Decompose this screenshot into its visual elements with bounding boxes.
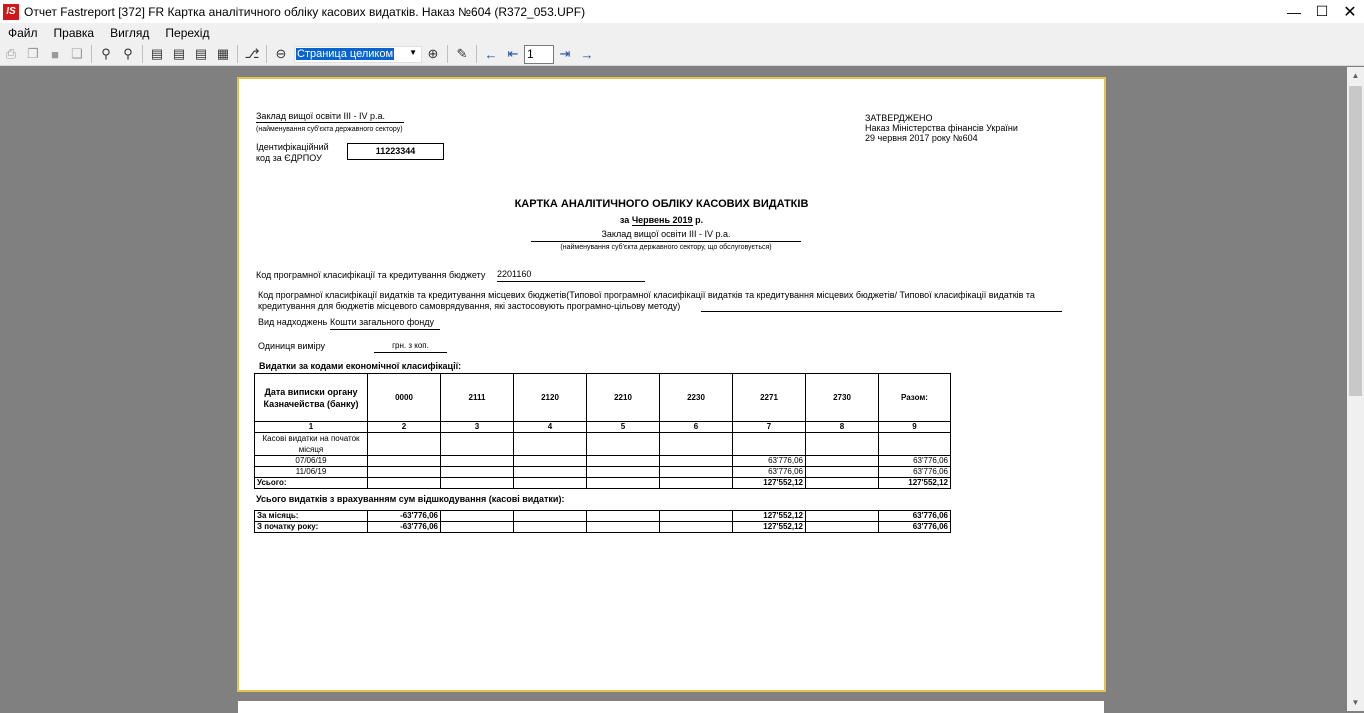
header-date: Дата виписки органу Казначейства (банку) (255, 374, 368, 422)
toolbar-separator (142, 45, 143, 63)
find-next-icon[interactable]: ⚲ (123, 46, 133, 61)
table-cell: 63'776,06 (879, 522, 951, 533)
table-cell (441, 511, 514, 522)
page-number-input[interactable]: 1 (524, 45, 554, 64)
table-cell (441, 522, 514, 533)
table-cell (879, 433, 951, 456)
table-cell (514, 522, 587, 533)
menu-view[interactable]: Вигляд (110, 26, 150, 40)
table-caption: Видатки за кодами економічної класифікації: (259, 361, 462, 371)
two-pages-icon[interactable]: ▦ (216, 46, 230, 61)
toolbar-separator (447, 45, 448, 63)
row-label: З початку року: (255, 522, 368, 533)
close-button[interactable]: ✕ (1343, 3, 1357, 21)
report-title: КАРТКА АНАЛІТИЧНОГО ОБЛІКУ КАСОВИХ ВИДАТКІВ (514, 198, 809, 210)
income-type-label: Вид надходжень (258, 317, 328, 327)
find-icon[interactable]: ⚲ (101, 46, 111, 61)
table-cell: 127'552,12 (879, 478, 951, 489)
window-title: Отчет Fastreport [372] FR Картка аналітичного обліку касових видатків. Наказ №604 (R372_053.UPF) (24, 4, 586, 19)
local-kpk-value-line (701, 311, 1062, 312)
table-cell (806, 456, 879, 467)
period-value: Червень 2019 (631, 215, 693, 225)
table-cell (514, 511, 587, 522)
table-cell (368, 456, 441, 467)
table-cell (514, 478, 587, 489)
table-cell: 127'552,12 (733, 522, 806, 533)
table-cell (587, 511, 660, 522)
table-cell (660, 467, 733, 478)
next-report-page (238, 701, 1104, 713)
row-label: За місяць: (255, 511, 368, 522)
table-cell (587, 478, 660, 489)
number-cell: 5 (587, 422, 660, 433)
unit-value: грн. з коп. (374, 341, 447, 353)
scroll-down-icon[interactable]: ▼ (1351, 698, 1360, 707)
table-cell (441, 478, 514, 489)
page-width-icon[interactable]: ▤ (150, 46, 164, 61)
header-cell: 2730 (806, 374, 879, 422)
local-kpk-label (258, 290, 1088, 312)
table-cell (733, 433, 806, 456)
table-cell (806, 511, 879, 522)
table-cell (514, 467, 587, 478)
approved-line3: 29 червня 2017 року №604 (865, 133, 978, 143)
vertical-scrollbar[interactable] (1347, 67, 1364, 711)
header-cell: 2111 (441, 374, 514, 422)
table-cell (660, 522, 733, 533)
approved-line2: Наказ Міністерства фінансів України (865, 123, 1018, 133)
number-cell: 4 (514, 422, 587, 433)
local-kpk-line1: Код програмної класифікації видатків та кредитування місцевих бюджетів(Типової програмної класифікації видатків та кредитування місцевих бюджетів/ Типової класифікації видатків та (258, 290, 1035, 300)
header-cell: 0000 (368, 374, 441, 422)
header-cell: 2210 (587, 374, 660, 422)
header-cell: 2120 (514, 374, 587, 422)
last-page-icon[interactable]: ⇥ (559, 46, 571, 61)
table-cell: 63'776,06 (879, 456, 951, 467)
summary-row (255, 511, 951, 522)
table-cell (441, 433, 514, 456)
maximize-button[interactable]: ☐ (1315, 3, 1329, 19)
summary-caption: Усього видатків з врахуванням сум відшкодування (касові видатки): (256, 494, 565, 504)
income-type-value: Кошти загального фонду (330, 317, 440, 330)
save-icon[interactable]: ■ (51, 46, 59, 62)
export-icon[interactable]: ❏ (71, 46, 83, 61)
header-cell: 2230 (660, 374, 733, 422)
table-cell: 127'552,12 (733, 511, 806, 522)
table-cell: -63'776,06 (368, 511, 441, 522)
menu-edit[interactable]: Правка (53, 26, 95, 40)
prev-page-icon[interactable]: ← (484, 46, 498, 62)
outline-tree-icon[interactable]: ⎇ (244, 46, 260, 61)
report-period (239, 215, 1084, 225)
chevron-down-icon: ▼ (409, 47, 417, 57)
table-cell (368, 467, 441, 478)
menu-bar (0, 23, 1364, 43)
table-cell: 63'776,06 (879, 511, 951, 522)
print-icon[interactable]: ⎙ (5, 46, 17, 61)
zoom-value: Страница целиком (297, 48, 394, 60)
id-label-line1: Ідентифікаційний (256, 142, 329, 152)
number-cell: 2 (368, 422, 441, 433)
zoom-out-icon[interactable]: ⊖ (275, 46, 287, 61)
table-cell (587, 522, 660, 533)
first-page-icon[interactable]: ⇤ (507, 46, 519, 61)
number-cell: 3 (441, 422, 514, 433)
row-label: Усього: (255, 478, 368, 489)
page-view-icon[interactable]: ▤ (194, 46, 208, 61)
table-cell (660, 456, 733, 467)
summary-row (255, 522, 951, 533)
row-label: Касові видатки на початок місяця (255, 433, 368, 456)
table-total-row (255, 478, 951, 489)
approved-line1: ЗАТВЕРДЖЕНО (865, 113, 933, 123)
edit-report-icon[interactable]: ✎ (456, 46, 468, 61)
table-cell (441, 467, 514, 478)
unit-label: Одиниця виміру (258, 341, 326, 351)
table-cell (514, 456, 587, 467)
row-label: 07/06/19 (255, 456, 368, 467)
title-bar (0, 0, 1364, 23)
served-caption: (найменування суб'єкта державного сектору, що обслуговується) (560, 244, 772, 251)
number-cell: 9 (879, 422, 951, 433)
expenses-table (254, 373, 951, 489)
table-cell (806, 478, 879, 489)
served-institution: Заклад вищої освіти ІІІ - IV р.а. (531, 229, 801, 242)
scroll-up-icon[interactable]: ▲ (1351, 71, 1360, 80)
scroll-thumb[interactable] (1349, 86, 1362, 396)
whole-page-icon[interactable]: ▤ (172, 46, 186, 61)
zoom-in-icon[interactable]: ⊕ (427, 46, 439, 61)
toolbar-separator (266, 45, 267, 63)
kpk-value: 2201160 (497, 269, 645, 282)
table-cell (587, 433, 660, 456)
local-kpk-line2: кредитування для бюджетів місцевого самоврядування, які застосовують програмно-цільову методу) (258, 301, 681, 311)
table-row (255, 456, 951, 467)
menu-navigate[interactable]: Перехід (165, 26, 210, 40)
toolbar-separator (476, 45, 477, 63)
number-cell: 8 (806, 422, 879, 433)
period-suffix: р. (695, 215, 704, 225)
id-label-line2: код за ЄДРПОУ (256, 153, 322, 163)
institution-name: Заклад вищої освіти ІІІ - IV р.а. (256, 111, 404, 123)
next-page-icon[interactable]: → (580, 46, 594, 62)
table-cell: 63'776,06 (733, 456, 806, 467)
table-cell (441, 456, 514, 467)
table-cell (660, 511, 733, 522)
minimize-button[interactable]: — (1287, 3, 1301, 20)
table-cell (660, 433, 733, 456)
table-cell: -63'776,06 (368, 522, 441, 533)
table-cell: 63'776,06 (879, 467, 951, 478)
menu-file[interactable]: Файл (8, 26, 38, 40)
table-cell (514, 433, 587, 456)
header-cell: 2271 (733, 374, 806, 422)
report-page (237, 77, 1106, 692)
zoom-select[interactable] (294, 46, 422, 63)
institution-caption: (найменування суб'єкта державного сектору) (256, 126, 403, 133)
number-cell: 7 (733, 422, 806, 433)
row-label: 11/06/19 (255, 467, 368, 478)
number-cell: 1 (255, 422, 368, 433)
toolbar (0, 43, 1364, 66)
period-prefix: за (619, 215, 630, 225)
table-cell (587, 456, 660, 467)
table-cell (806, 522, 879, 533)
table-cell: 63'776,06 (733, 467, 806, 478)
kpk-label: Код програмної класифікації та кредитування бюджету (256, 270, 486, 280)
table-cell (368, 478, 441, 489)
table-cell (368, 433, 441, 456)
edrpou-code: 11223344 (347, 143, 444, 160)
app-logo-icon: IS (3, 4, 19, 20)
table-cell: 127'552,12 (733, 478, 806, 489)
table-row (255, 433, 951, 456)
table-number-row (255, 422, 951, 433)
toolbar-separator (91, 45, 92, 63)
header-cell: Разом: (879, 374, 951, 422)
number-cell: 6 (660, 422, 733, 433)
copy-icon[interactable]: ❐ (27, 46, 39, 61)
table-row (255, 467, 951, 478)
table-cell (806, 433, 879, 456)
table-cell (587, 467, 660, 478)
table-cell (806, 467, 879, 478)
toolbar-separator (237, 45, 238, 63)
table-cell (660, 478, 733, 489)
summary-table (254, 510, 951, 533)
window-controls (1280, 0, 1364, 23)
table-header-row (255, 374, 951, 422)
